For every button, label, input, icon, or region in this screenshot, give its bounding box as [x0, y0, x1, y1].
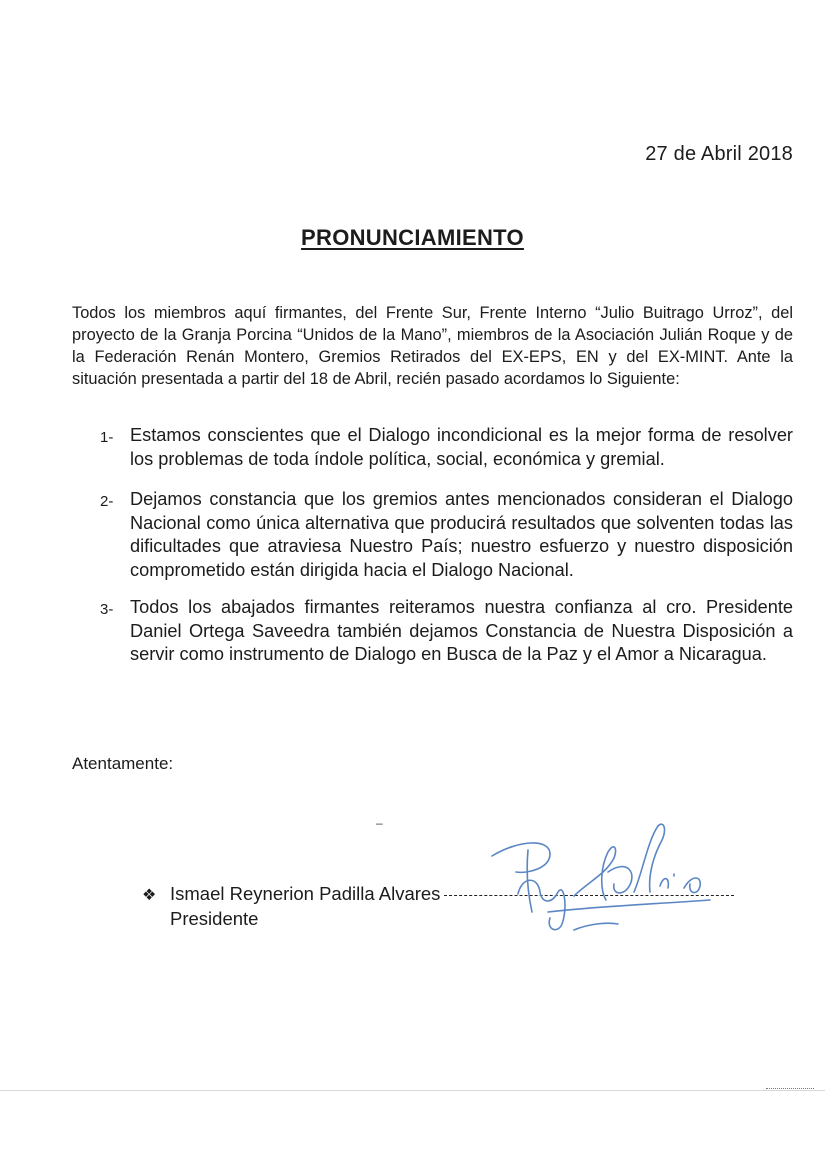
handwritten-signature: [488, 812, 728, 942]
agreement-item-2: [100, 488, 793, 582]
item-text: Todos los abajados firmantes reiteramos nuestra confianza al cro. Presidente Daniel Ortega Saveedra también dejamos Constancia de Nuestra Disposición a servir como instrumento de Dialogo en Busca de la Paz y el Amor a Nicaragua.: [130, 597, 793, 664]
item-text: Dejamos constancia que los gremios antes mencionados consideran el Dialogo Nacional como única alternativa que producirá resultados que solventen todas las dificultades que atraviesa Nuestro País; nuestro esfuerzo y nuestro disposición comprometido están dirigida hacia el Dialogo Nacional.: [130, 489, 793, 580]
document-date: 27 de Abril 2018: [645, 143, 793, 165]
agreement-item-1: [100, 424, 793, 471]
item-number: 2-: [100, 493, 114, 510]
scan-artifact: [766, 1088, 814, 1093]
page-edge-rule: [0, 1090, 825, 1091]
closing-salutation: Atentamente:: [72, 754, 174, 773]
diamond-bullet-icon: ❖: [142, 887, 157, 904]
intro-paragraph: Todos los miembros aquí firmantes, del Frente Sur, Frente Interno “Julio Buitrago Urroz”, del proyecto de la Granja Porcina “Unidos de la Mano”, miembros de la Asociación Julián Roque y de la Federación Renán Montero, Gremios Retirados del EX-EPS, EN y del EX-MINT. Ante la situación presentada a partir del 18 de Abril, recién pasado acordamos lo Siguiente:: [72, 304, 793, 388]
stray-mark: –: [376, 816, 383, 830]
document-title: PRONUNCIAMIENTO: [301, 225, 524, 250]
item-text: Estamos conscientes que el Dialogo incondicional es la mejor forma de resolver los problemas de toda índole política, social, económica y gremial.: [130, 425, 793, 469]
item-number: 1-: [100, 429, 114, 446]
agreement-item-3: [100, 596, 793, 667]
signer-name: Ismael Reynerion Padilla Alvares: [170, 883, 441, 904]
item-number: 3-: [100, 601, 114, 618]
signer-role: Presidente: [170, 908, 259, 929]
